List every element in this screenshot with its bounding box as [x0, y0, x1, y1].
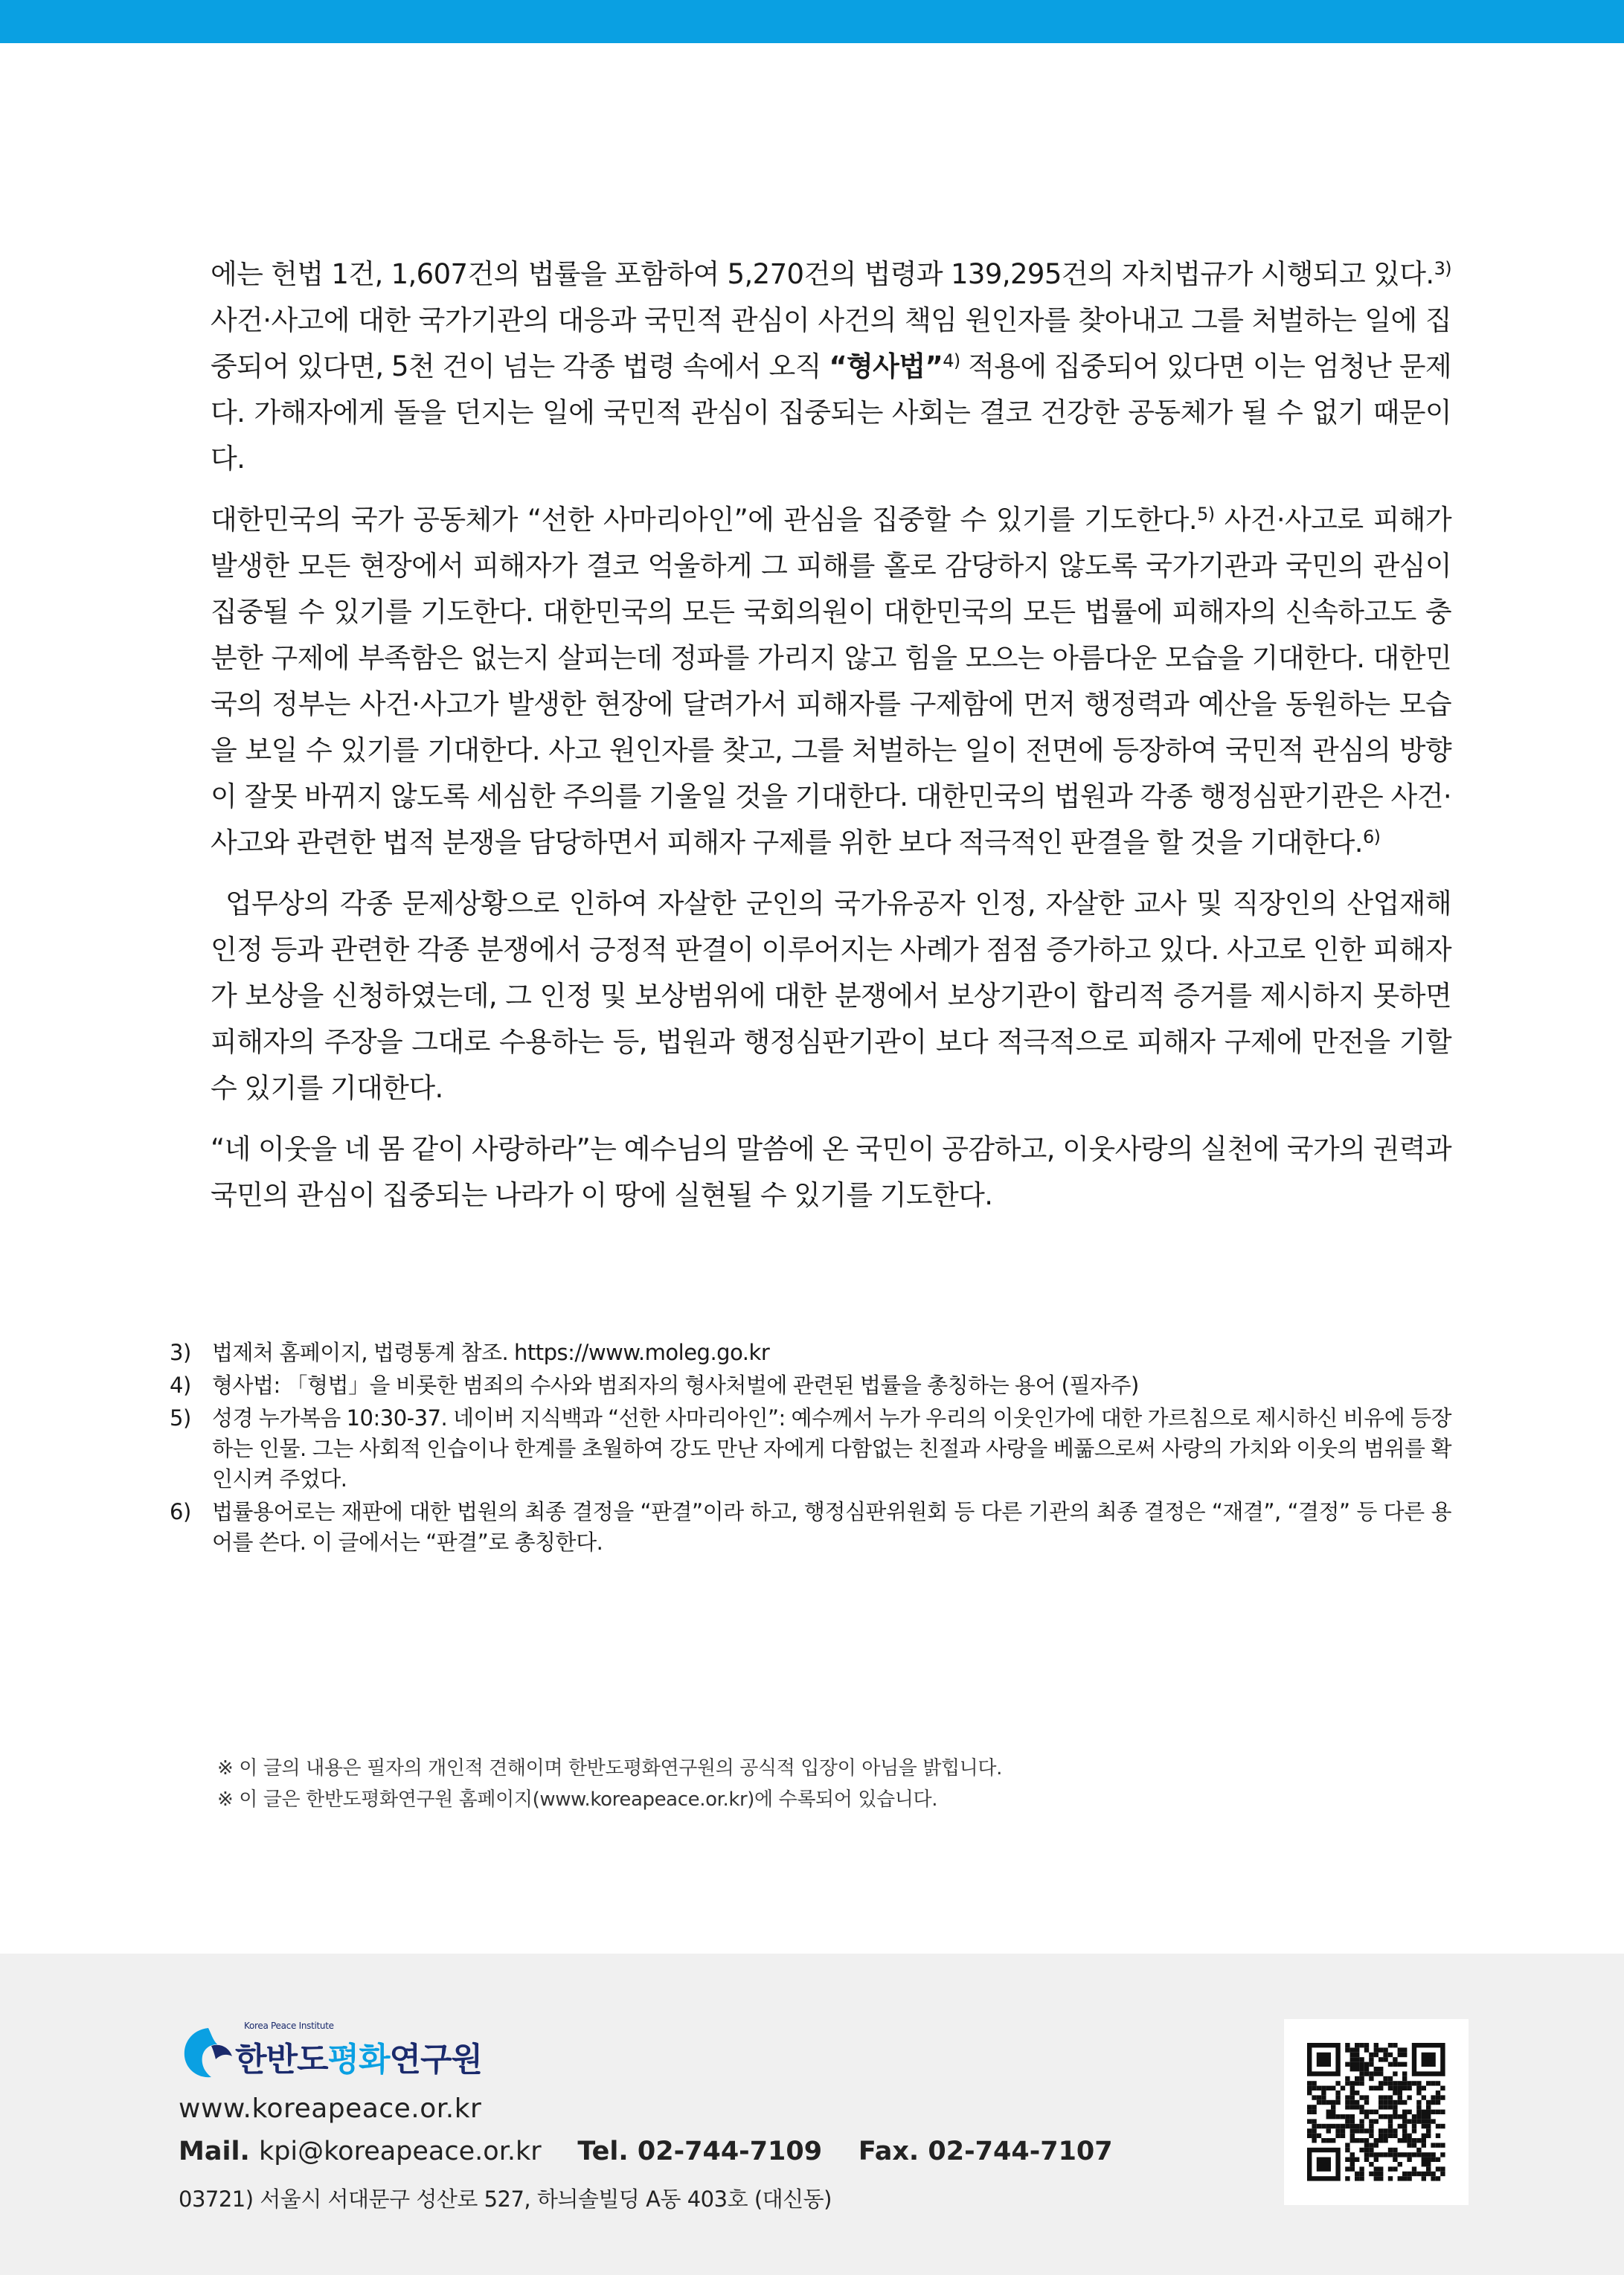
footnote-ref-6: 6)	[1362, 827, 1381, 847]
logo-korean-name: 한반도평화연구원	[235, 2041, 483, 2079]
mail-link[interactable]: kpi@koreapeace.or.kr	[258, 2137, 542, 2166]
footnote-item: 5) 성경 누가복음 10:30-37. 네이버 지식백과 “선한 사마리아인”: 예수께서 누가 우리의 이웃인가에 대한 가르침으로 제시하신 비유에 등장하는 인물. 그는 사회적 인습이나 한계를 초월하여 강도 만난 자에게 다함없는 친절과 사랑을 베풂으로써 사랑의 가치와 이웃의 범위를 확인시켜 주었다.	[170, 1405, 1451, 1492]
footnote-ref-5: 5)	[1197, 504, 1215, 524]
footnote-item: 4) 형사법: 「형법」을 비롯한 범죄의 수사와 범죄자의 형사처벌에 관련된 법률을 총칭하는 용어 (필자주)	[170, 1373, 1139, 1398]
disclaimer	[217, 1753, 1333, 1815]
bold-term: “형사법”	[829, 350, 943, 382]
fax-number: 02-744-7107	[928, 2137, 1113, 2166]
footnotes	[170, 1338, 1451, 1560]
footnote-ref-4: 4)	[943, 350, 960, 371]
footnote-item: 3) 법제처 홈페이지, 법령통계 참조. https://www.moleg.go.kr	[170, 1340, 770, 1365]
logo-english-name: Korea Peace Institute	[244, 2021, 334, 2031]
dove-icon	[179, 2024, 238, 2083]
article-body	[211, 251, 1451, 1233]
paragraph-4: “네 이웃을 네 몸 같이 사랑하라”는 예수님의 말씀에 온 국민이 공감하고, 이웃사랑의 실천에 국가의 권력과 국민의 관심이 집중되는 나라가 이 땅에 실현될 수 있기를 기도한다.	[211, 1133, 1451, 1211]
footnote-item: 6) 법률용어로는 재판에 대한 법원의 최종 결정을 “판결”이라 하고, 행정심판위원회 등 다른 기관의 최종 결정은 “재결”, “결정” 등 다른 용어를 쓴다. 이 글에서는 “판결”로 총칭한다.	[170, 1499, 1451, 1555]
website-link[interactable]: www.koreapeace.or.kr	[179, 2093, 482, 2124]
paragraph-1: 에는 헌법 1건, 1,607건의 법률을 포함하여 5,270건의 법령과 139,295건의 자치법규가 시행되고 있다.$^{3)}$ 사건·사고에 대한 국가기관의 대응과 국민적 관심이 사건의 책임 원인자를 찾아내고 그를 처벌하는 일에 집중되어 있다면, 5천 건이 넘는 각종 법령 속에서 오직 “형사법”$^{4)}$ 적용에 집중되어 있다면 이는 엄청난 문제다. 가해자에게 돌을 던지는 일에 국민적 관심이 집중되는 사회는 결코 건강한 공동체가 될 수 없기 때문이다.	[211, 258, 1451, 475]
address: 03721) 서울시 서대문구 성산로 527, 하늬솔빌딩 A동 403호 (대신동)	[179, 2186, 832, 2212]
paragraph-3: 업무상의 각종 문제상황으로 인하여 자살한 군인의 국가유공자 인정, 자살한 교사 및 직장인의 산업재해 인정 등과 관련한 각종 분쟁에서 긍정적 판결이 이루어지는 사례가 점점 증가하고 있다. 사고로 인한 피해자가 보상을 신청하였는데, 그 인정 및 보상범위에 대한 분쟁에서 보상기관이 합리적 증거를 제시하지 못하면 피해자의 주장을 그대로 수용하는 등, 법원과 행정심판기관이 보다 적극적으로 피해자 구제에 만전을 기할 수 있기를 기대한다.	[211, 888, 1451, 1104]
paragraph-2: 대한민국의 국가 공동체가 “선한 사마리아인”에 관심을 집중할 수 있기를 기도한다.$^{5)}$ 사건·사고로 피해가 발생한 모든 현장에서 피해자가 결코 억울하게 그 피해를 홀로 감당하지 않도록 국가기관과 국민의 관심이 집중될 수 있기를 기도한다. 대한민국의 모든 국회의원이 대한민국의 모든 법률에 피해자의 신속하고도 충분한 구제에 부족함은 없는지 살피는데 정파를 가리지 않고 힘을 모으는 아름다운 모습을 기대한다. 대한민국의 정부는 사건·사고가 발생한 현장에 달려가서 피해자를 구제함에 먼저 행정력과 예산을 동원하는 모습을 보일 수 있기를 기대한다. 사고 원인자를 찾고, 그를 처벌하는 일이 전면에 등장하여 국민적 관심의 방향이 잘못 바뀌지 않도록 세심한 주의를 기울일 것을 기대한다. 대한민국의 법원과 각종 행정심판기관은 사건·사고와 관련한 법적 분쟁을 담당하면서 피해자 구제를 위한 보다 적극적인 판결을 할 것을 기대한다.$^{6)}$	[211, 504, 1451, 859]
qr-code-icon	[1284, 2019, 1469, 2205]
footer	[0, 1954, 1624, 2275]
qr-code[interactable]	[1284, 2019, 1469, 2205]
disclaimer-line: ※ 이 글은 한반도평화연구원 홈페이지(www.koreapeace.or.kr)에 수록되어 있습니다.	[217, 1788, 938, 1811]
contact-line: Mail. kpi@koreapeace.or.kr Tel. 02-744-7109 Fax. 02-744-7107	[179, 2137, 1113, 2166]
tel-number: 02-744-7109	[637, 2137, 823, 2166]
top-accent-bar	[0, 0, 1624, 43]
footnote-ref-3: 3)	[1434, 258, 1451, 279]
disclaimer-line: ※ 이 글의 내용은 필자의 개인적 견해이며 한반도평화연구원의 공식적 입장이 아님을 밝힙니다.	[217, 1757, 1002, 1780]
